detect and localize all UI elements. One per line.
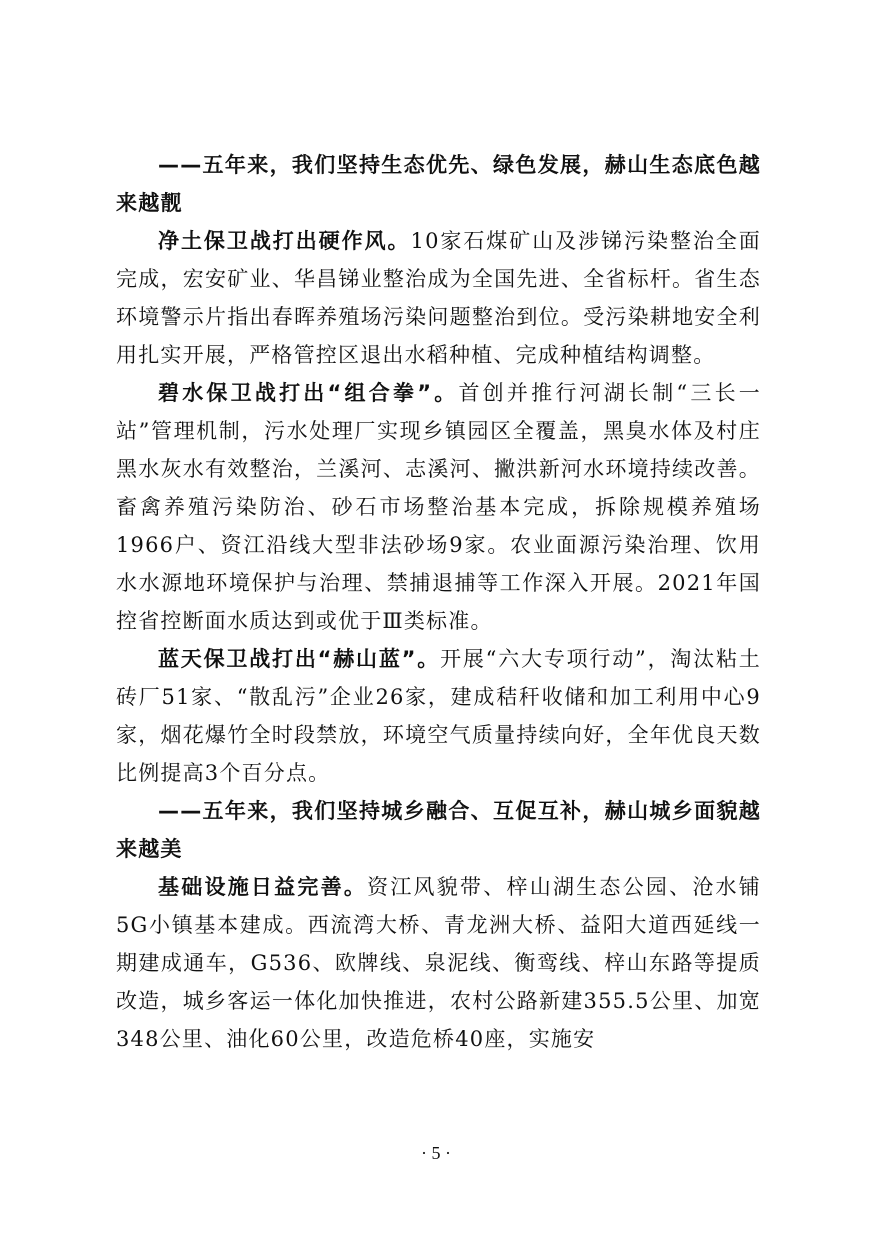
paragraph-lead: 净土保卫战打出硬作风。 <box>158 229 411 253</box>
paragraph-lead: 蓝天保卫战打出“赫山蓝”。 <box>158 647 441 671</box>
paragraph-infrastructure <box>116 868 761 1058</box>
paragraph-water <box>116 374 761 640</box>
paragraph-lead: 碧水保卫战打出“组合拳”。 <box>158 381 459 405</box>
document-page <box>116 146 761 1058</box>
section-heading-urban-rural: ——五年来，我们坚持城乡融合、互促互补，赫山城乡面貌越来越美 <box>116 799 761 861</box>
page-number: · 5 · <box>421 1143 451 1163</box>
paragraph-text: 开展“六大专项行动”，淘汰粘土砖厂51家、“散乱污”企业26家，建成秸秆收储和加工利用中心9家，烟花爆竹全时段禁放，环境空气质量持续向好，全年优良天数比例提高3个百分点。 <box>116 647 761 785</box>
paragraph-text: 10家石煤矿山及涉锑污染整治全面完成，宏安矿业、华昌锑业整治成为全国先进、全省标杆。省生态环境警示片指出春晖养殖场污染问题整治到位。受污染耕地安全利用扎实开展，严格管控区退出水稻种植、完成种植结构调整。 <box>116 229 762 367</box>
paragraph-soil <box>116 222 761 374</box>
paragraph-lead: 基础设施日益完善。 <box>158 875 368 899</box>
paragraph-text: 资江风貌带、梓山湖生态公园、沧水铺5G小镇基本建成。西流湾大桥、青龙洲大桥、益阳大道西延线一期建成通车，G536、欧牌线、泉泥线、衡鸾线、梓山东路等提质改造，城乡客运一体化加快推进，农村公路新建355.5公里、加宽348公里、油化60公里，改造危桥40座，实施安 <box>116 875 761 1051</box>
paragraph-sky <box>116 640 761 792</box>
paragraph-text: 首创并推行河湖长制“三长一站”管理机制，污水处理厂实现乡镇园区全覆盖，黑臭水体及村庄黑水灰水有效整治，兰溪河、志溪河、撇洪新河水环境持续改善。畜禽养殖污染防治、砂石市场整治基本完成，拆除规模养殖场1966户、资江沿线大型非法砂场9家。农业面源污染治理、饮用水水源地环境保护与治理、禁捕退捕等工作深入开展。2021年国控省控断面水质达到或优于Ⅲ类标准。 <box>116 381 762 633</box>
section-heading-ecology: ——五年来，我们坚持生态优先、绿色发展，赫山生态底色越来越靓 <box>116 153 761 215</box>
